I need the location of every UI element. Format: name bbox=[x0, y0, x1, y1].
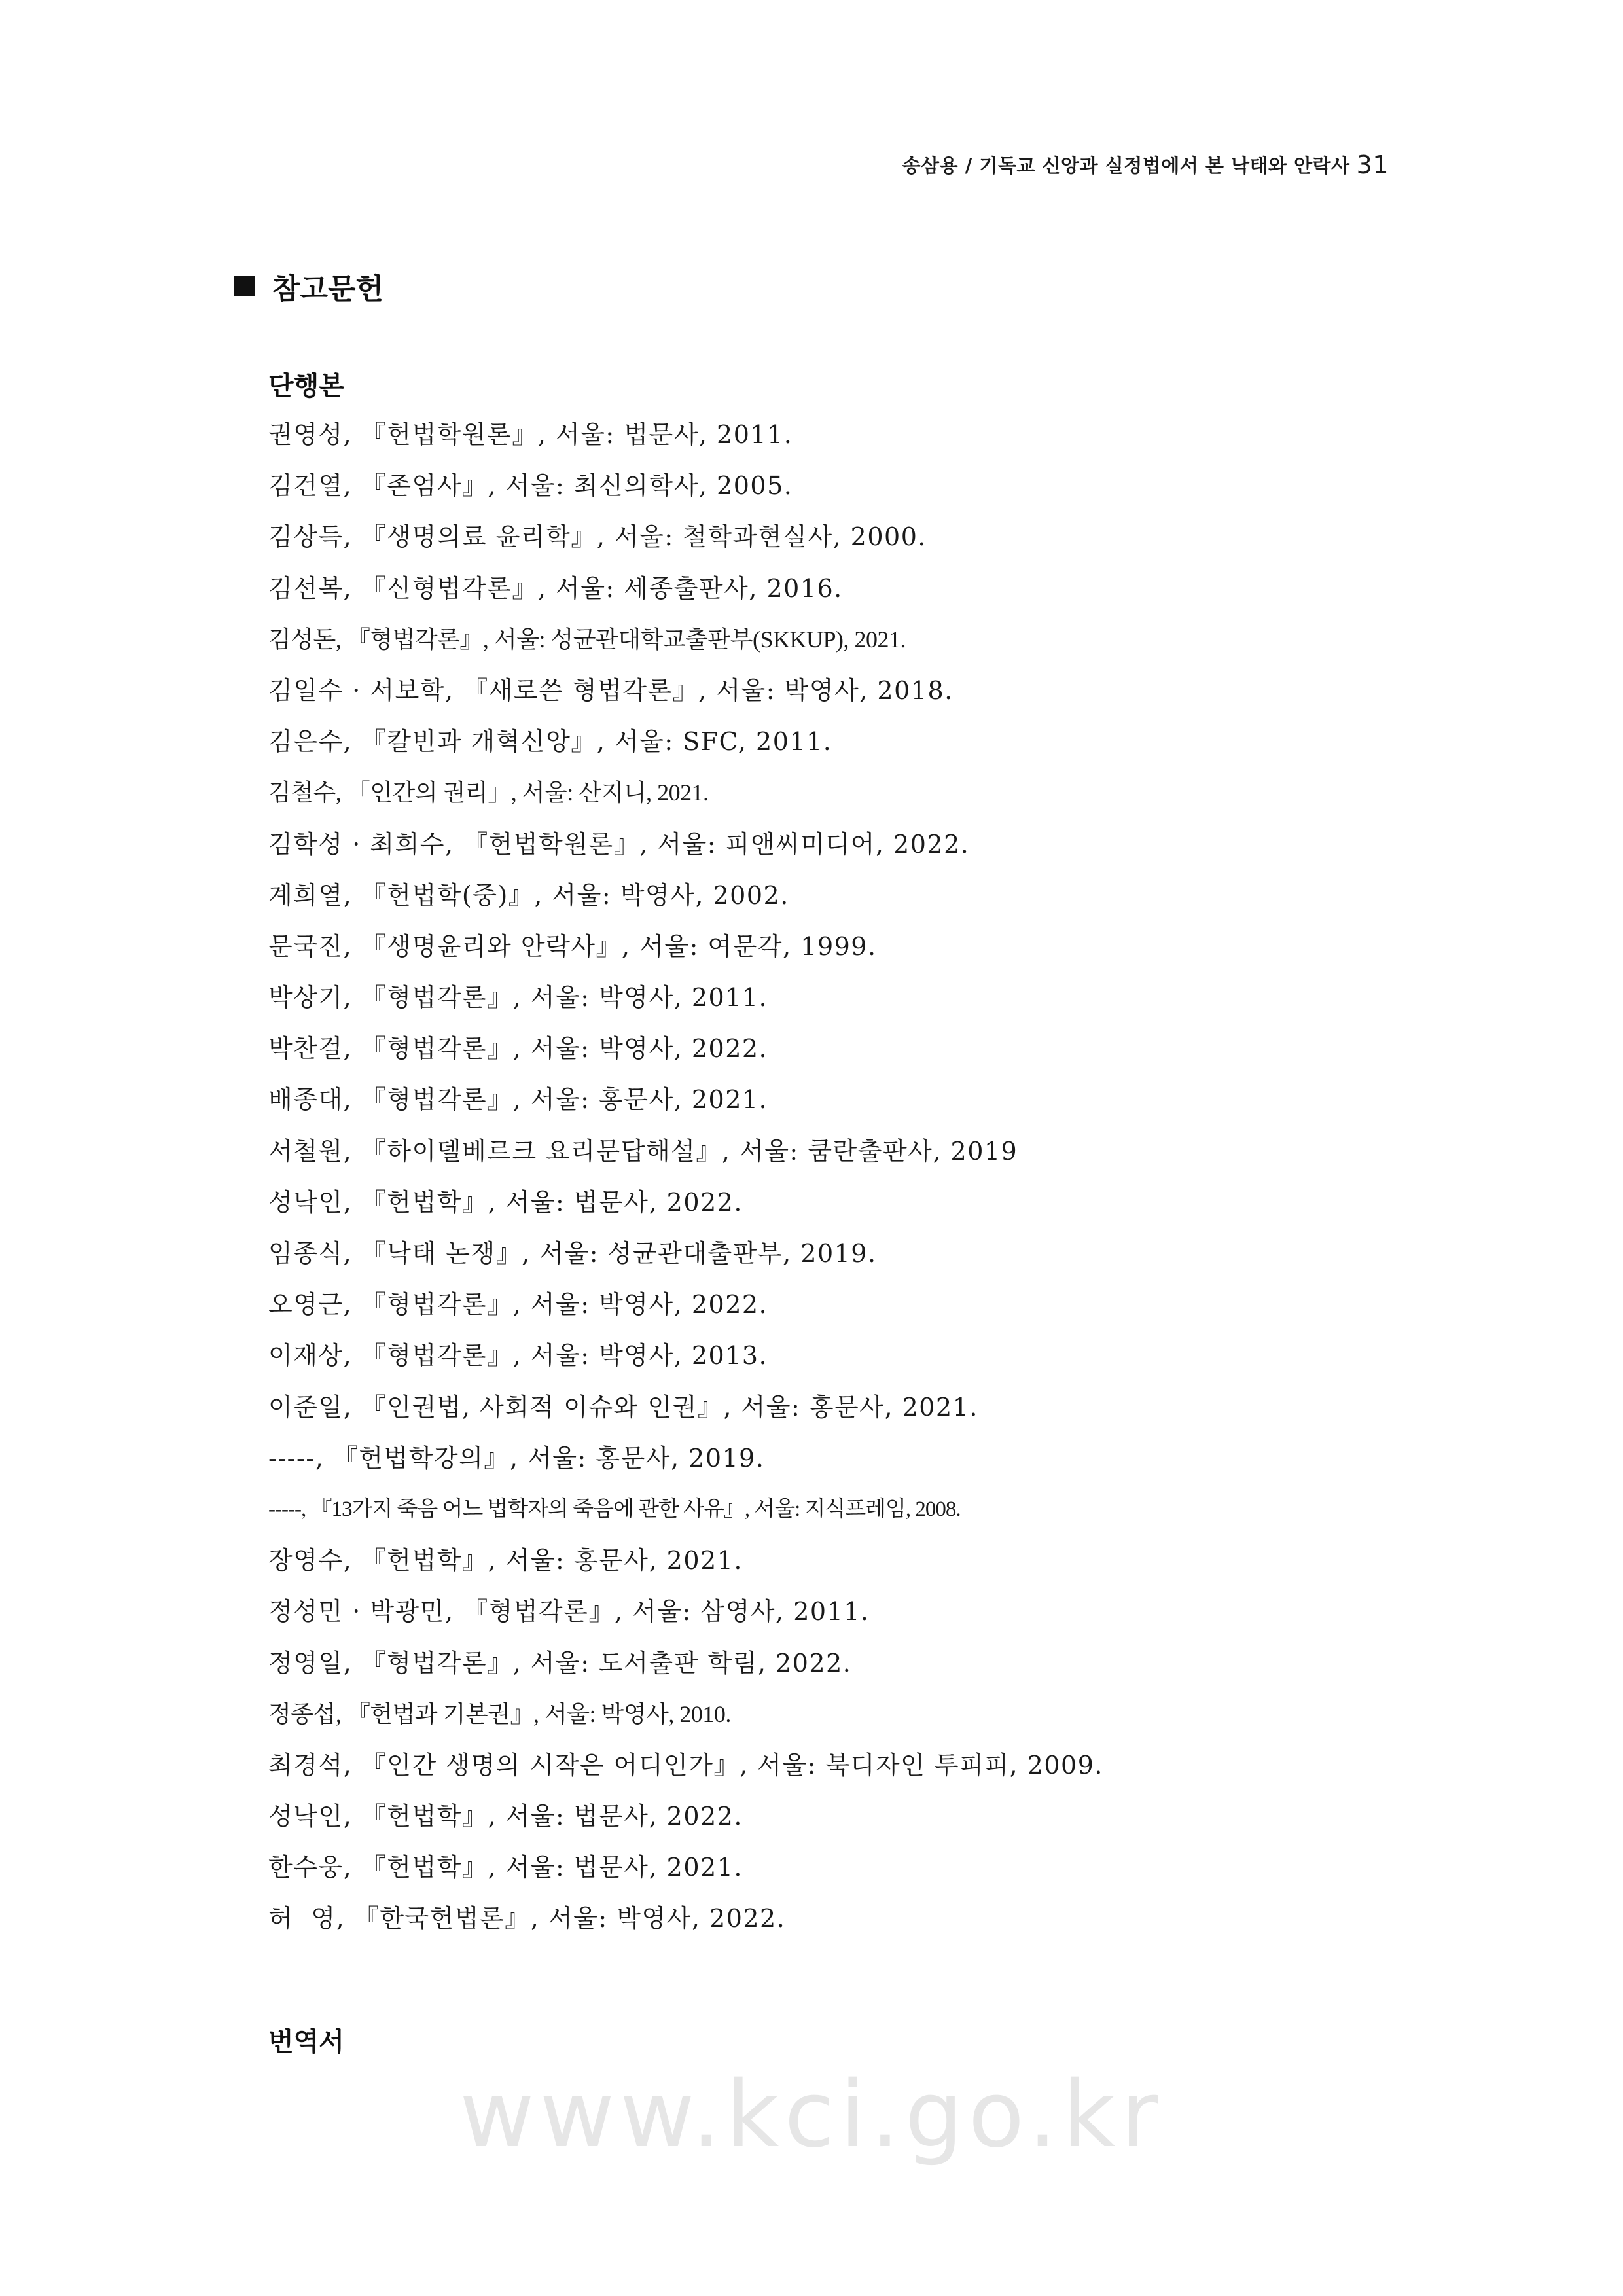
reference-item: 김철수, 「인간의 권리」, 서울: 산지니, 2021. bbox=[268, 780, 709, 806]
reference-item: 박찬걸, 『형법각론』, 서울: 박영사, 2022. bbox=[268, 1034, 768, 1064]
reference-item: 김선복, 『신형법각론』, 서울: 세종출판사, 2016. bbox=[268, 573, 843, 603]
reference-item: 정종섭, 『헌법과 기본권』, 서울: 박영사, 2010. bbox=[268, 1700, 731, 1727]
reference-item: 한수웅, 『헌법학』, 서울: 법문사, 2021. bbox=[268, 1853, 743, 1882]
reference-item: 오영근, 『형법각론』, 서울: 박영사, 2022. bbox=[268, 1290, 768, 1319]
reference-item: 성낙인, 『헌법학』, 서울: 법문사, 2022. bbox=[268, 1802, 743, 1831]
square-bullet-icon bbox=[234, 276, 255, 296]
reference-item: 배종대, 『형법각론』, 서울: 홍문사, 2021. bbox=[268, 1085, 768, 1115]
reference-item: 박상기, 『형법각론』, 서울: 박영사, 2011. bbox=[268, 983, 768, 1013]
reference-item: 임종식, 『낙태 논쟁』, 서울: 성균관대출판부, 2019. bbox=[268, 1239, 877, 1268]
section-heading bbox=[234, 265, 383, 307]
reference-item: -----, 『헌법학강의』, 서울: 홍문사, 2019. bbox=[268, 1443, 765, 1473]
reference-list bbox=[268, 416, 1103, 1952]
reference-item: 김학성 · 최희수, 『헌법학원론』, 서울: 피앤씨미디어, 2022. bbox=[268, 829, 970, 859]
section-title: 참고문헌 bbox=[272, 272, 384, 306]
subheading-monographs: 단행본 bbox=[268, 371, 344, 401]
reference-item: 김성돈, 『형법각론』, 서울: 성균관대학교출판부(SKKUP), 2021. bbox=[268, 626, 906, 653]
subheading-translations: 번역서 bbox=[268, 2027, 344, 2057]
page-number: 31 bbox=[1356, 151, 1389, 179]
reference-item: 정성민 · 박광민, 『형법각론』, 서울: 삼영사, 2011. bbox=[268, 1597, 870, 1626]
reference-item: 이준일, 『인권법, 사회적 이슈와 인권』, 서울: 홍문사, 2021. bbox=[268, 1392, 978, 1422]
reference-item: 권영성, 『헌법학원론』, 서울: 법문사, 2011. bbox=[268, 420, 793, 449]
running-title: 송삼용 / 기독교 신앙과 실정법에서 본 낙태와 안락사 bbox=[902, 154, 1350, 177]
reference-item: 최경석, 『인간 생명의 시작은 어디인가』, 서울: 북디자인 투피피, 2009. bbox=[268, 1750, 1103, 1780]
reference-item: 장영수, 『헌법학』, 서울: 홍문사, 2021. bbox=[268, 1546, 743, 1575]
reference-item: 문국진, 『생명윤리와 안락사』, 서울: 여문각, 1999. bbox=[268, 931, 877, 961]
reference-item: 정영일, 『형법각론』, 서울: 도서출판 학림, 2022. bbox=[268, 1648, 852, 1677]
reference-item: 허 영, 『한국헌법론』, 서울: 박영사, 2022. bbox=[268, 1904, 786, 1933]
reference-item: -----, 『13가지 죽음 어느 법학자의 죽음에 관한 사유』, 서울: 지식프레임, 2008. bbox=[268, 1497, 961, 1521]
reference-item: 김건열, 『존엄사』, 서울: 최신의학사, 2005. bbox=[268, 471, 793, 501]
reference-item: 계희열, 『헌법학(중)』, 서울: 박영사, 2002. bbox=[268, 880, 789, 910]
running-header bbox=[902, 149, 1389, 178]
reference-item: 서철원, 『하이델베르크 요리문답해설』, 서울: 쿰란출판사, 2019 bbox=[268, 1136, 1018, 1166]
reference-item: 김은수, 『칼빈과 개혁신앙』, 서울: SFC, 2011. bbox=[268, 727, 832, 757]
reference-item: 성낙인, 『헌법학』, 서울: 법문사, 2022. bbox=[268, 1187, 743, 1217]
watermark: www.kci.go.kr bbox=[459, 2062, 1164, 2168]
reference-item: 김상득, 『생명의료 윤리학』, 서울: 철학과현실사, 2000. bbox=[268, 522, 927, 552]
reference-item: 김일수 · 서보학, 『새로쓴 형법각론』, 서울: 박영사, 2018. bbox=[268, 675, 954, 705]
reference-item: 이재상, 『형법각론』, 서울: 박영사, 2013. bbox=[268, 1341, 768, 1371]
